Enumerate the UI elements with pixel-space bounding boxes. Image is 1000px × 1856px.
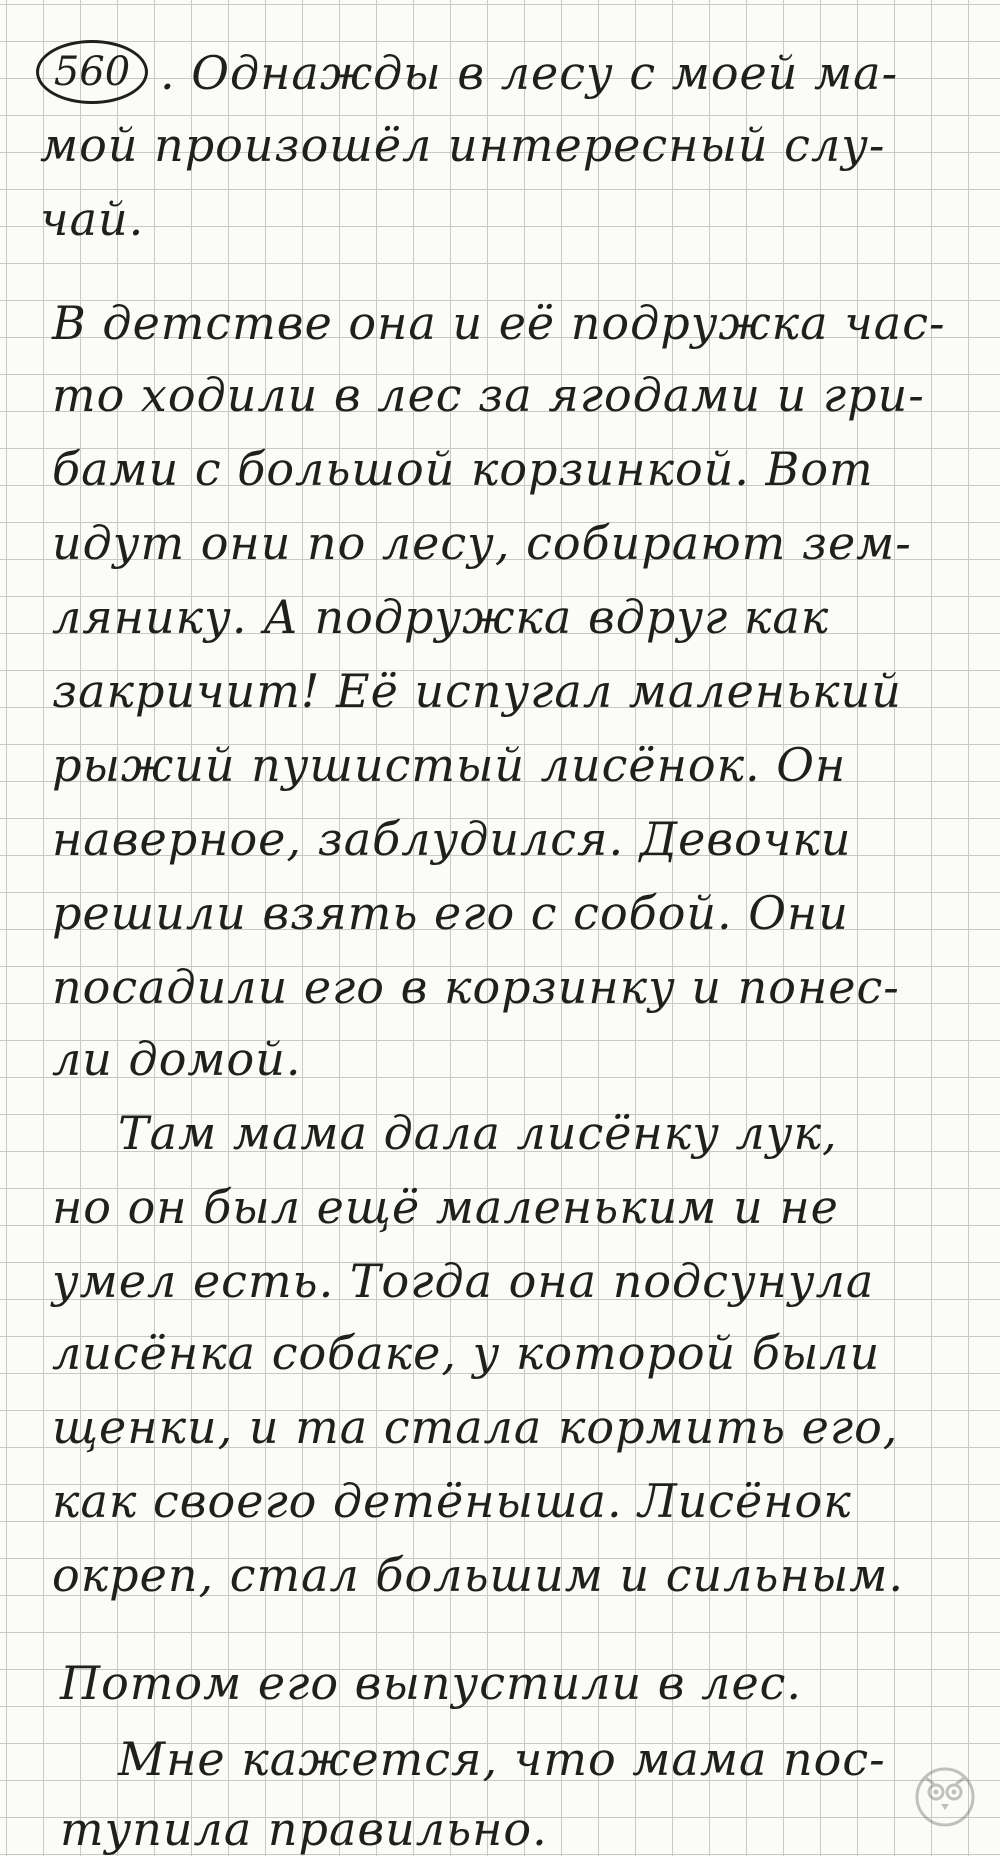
text-line: Потом его выпустили в лес.	[60, 1656, 803, 1710]
text-line: умел есть. Тогда она подсунула	[52, 1254, 875, 1308]
text-line: щенки, и та стала кормить его,	[52, 1400, 899, 1454]
text-line: то ходили в лес за ягодами и гри-	[52, 368, 925, 422]
text-line: но он был ещё маленьким и не	[52, 1180, 839, 1234]
text-line: . Однажды в лесу с моей ма-	[160, 46, 899, 100]
text-line: чай.	[40, 192, 145, 246]
text-line: В детстве она и её подружка час-	[52, 296, 946, 350]
text-line: наверное, заблудился. Девочки	[52, 812, 852, 866]
text-line: тупила правильно.	[60, 1802, 548, 1856]
text-line: рыжий пушистый лисёнок. Он	[52, 738, 847, 792]
text-line: окреп, стал большим и сильным.	[52, 1548, 904, 1602]
text-line: Там мама дала лисёнку лук,	[118, 1106, 838, 1160]
text-line: мой произошёл интересный слу-	[40, 118, 886, 172]
text-line: решили взять его с собой. Они	[52, 886, 849, 940]
text-line: посадили его в корзинку и понес-	[52, 960, 900, 1014]
owl-logo-icon	[914, 1766, 976, 1828]
text-line: идут они по лесу, собирают зем-	[52, 516, 912, 570]
text-line: бами с большой корзинкой. Вот	[52, 442, 874, 496]
text-line: закричит! Её испугал маленький	[52, 664, 902, 718]
text-line: Мне кажется, что мама пос-	[118, 1732, 886, 1786]
task-number: 560	[36, 40, 148, 104]
text-line: ли домой.	[52, 1032, 302, 1086]
text-line: как своего детёныша. Лисёнок	[52, 1474, 852, 1528]
text-line: лянику. А подружка вдруг как	[52, 590, 830, 644]
text-line: лисёнка собаке, у которой были	[52, 1326, 881, 1380]
